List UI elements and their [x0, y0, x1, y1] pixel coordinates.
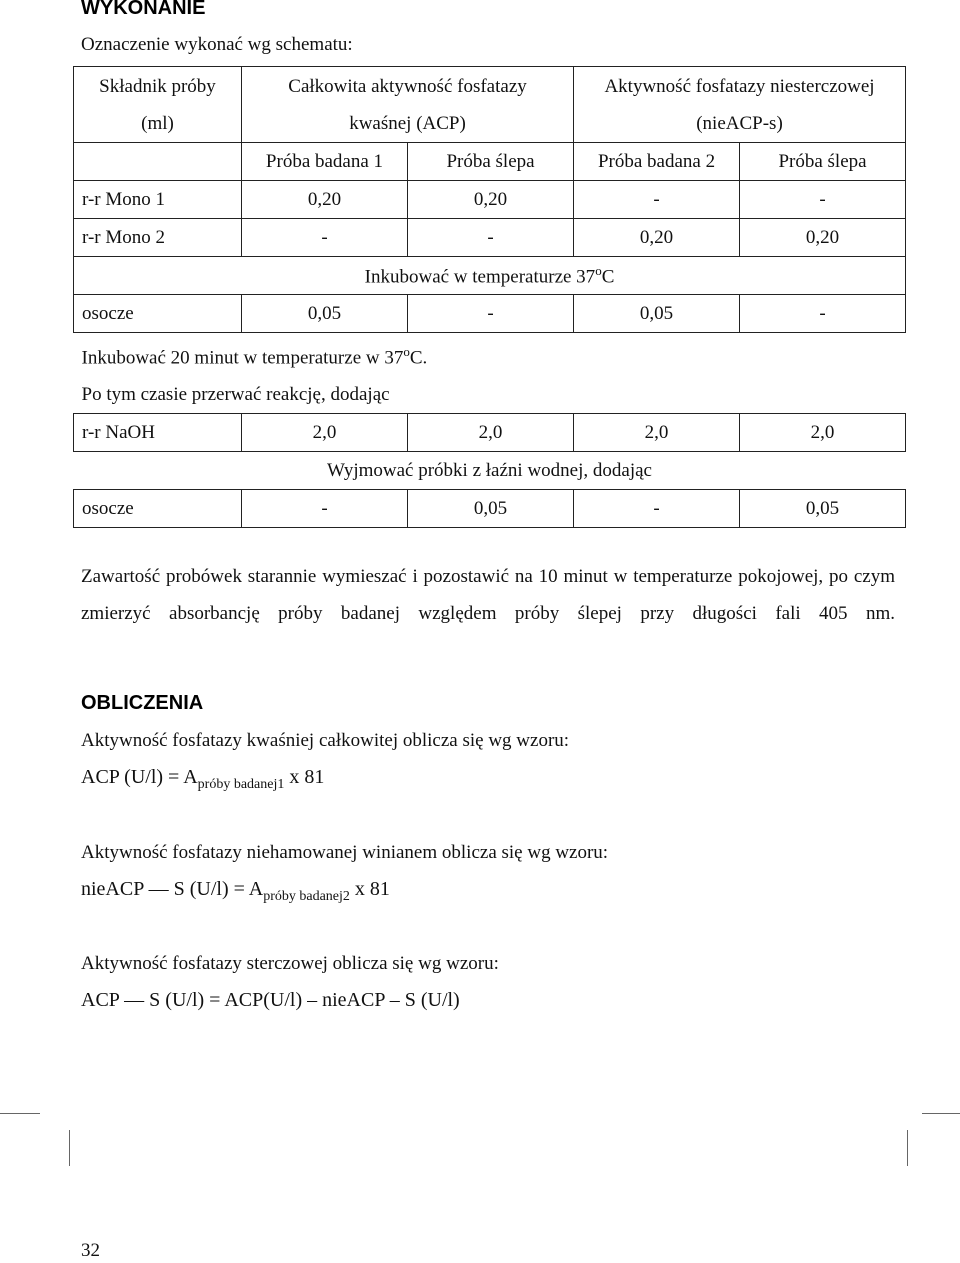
table-cell: -	[242, 490, 408, 528]
page-number: 32	[81, 1240, 100, 1261]
subheader-cell: Próba badana 1	[242, 143, 408, 181]
table-cell: 0,20	[408, 181, 574, 219]
subheader-cell: Próba ślepa	[408, 143, 574, 181]
between-instruction: Inkubować 20 minut w temperaturze w 37$^o$C. Po tym czasie przerwać reakcję, dodając	[74, 333, 906, 414]
procedure-paragraph: Zawartość probówek starannie wymieszać i pozostawić na 10 minut w temperaturze pokojowej, po czym zmierzyć absorbancję próby badanej względem próby ślepej przy długości fali 405 nm.	[81, 566, 895, 624]
incubate-instruction: Inkubować w temperaturze 37$^o$C	[74, 257, 906, 295]
table-row	[74, 490, 906, 528]
calc3-text: Aktywność fosfatazy sterczowej oblicza się wg wzoru:	[81, 953, 499, 974]
table-cell: -	[740, 181, 906, 219]
section-heading-wykonanie: WYKONANIE	[81, 0, 206, 19]
table-header-row	[74, 67, 906, 143]
footer-rule-right	[922, 1113, 960, 1114]
header-cell-nieacp: Aktywność fosfatazy niesterczowej (nieACP-s)	[574, 67, 906, 143]
table-cell: 0,05	[408, 490, 574, 528]
table-cell: 0,05	[242, 295, 408, 333]
between-instruction-row	[74, 333, 906, 414]
intro-text: Oznaczenie wykonać wg schematu:	[81, 34, 353, 55]
table-cell: -	[574, 181, 740, 219]
calc1-text: Aktywność fosfatazy kwaśniej całkowitej oblicza się wg wzoru:	[81, 730, 570, 751]
table-cell: 2,0	[408, 414, 574, 452]
table-cell: -	[408, 295, 574, 333]
section-heading-obliczenia: OBLICZENIA	[81, 692, 204, 714]
table-row	[74, 219, 906, 257]
calc1-formula: ACP $(U/l) = A_{próby badanej1}$ x 81	[81, 766, 325, 792]
table-row	[74, 414, 906, 452]
table-cell: 0,20	[242, 181, 408, 219]
table-row	[74, 181, 906, 219]
table-cell: -	[740, 295, 906, 333]
table-subheader-row	[74, 143, 906, 181]
table-cell: 2,0	[574, 414, 740, 452]
calc2-text: Aktywność fosfatazy niehamowanej winianem oblicza się wg wzoru:	[81, 842, 609, 863]
row-label: r-r Mono 2	[74, 219, 242, 257]
remove-instruction: Wyjmować próbki z łaźni wodnej, dodając	[74, 452, 906, 490]
table-cell: 2,0	[740, 414, 906, 452]
remove-instruction-row	[74, 452, 906, 490]
procedure-table	[73, 66, 905, 528]
row-label: r-r NaOH	[74, 414, 242, 452]
row-label: osocze	[74, 295, 242, 333]
crop-mark-right	[907, 1130, 908, 1166]
crop-mark-left	[69, 1130, 70, 1166]
table-cell: 0,20	[574, 219, 740, 257]
footer-rule-left	[0, 1113, 40, 1114]
table-cell: 0,05	[740, 490, 906, 528]
table-cell: 0,20	[740, 219, 906, 257]
table-row	[74, 295, 906, 333]
table-cell: -	[408, 219, 574, 257]
table-cell: 2,0	[242, 414, 408, 452]
subheader-cell: Próba ślepa	[740, 143, 906, 181]
table-cell: -	[574, 490, 740, 528]
calc2-formula: nieACP — S $(U/l) = A_{próby badanej2}$ x 81	[81, 878, 390, 904]
header-cell-acp: Całkowita aktywność fosfatazy kwaśnej (ACP)	[242, 67, 574, 143]
table-cell	[74, 143, 242, 181]
row-label: r-r Mono 1	[74, 181, 242, 219]
incubate-row	[74, 257, 906, 295]
row-label: osocze	[74, 490, 242, 528]
subheader-cell: Próba badana 2	[574, 143, 740, 181]
calc3-formula: ACP — S (U/l) = ACP(U/l) – nieACP – S (U/l)	[81, 989, 460, 1011]
table-cell: 0,05	[574, 295, 740, 333]
header-cell-component: Składnik próby (ml)	[74, 67, 242, 143]
table-cell: -	[242, 219, 408, 257]
